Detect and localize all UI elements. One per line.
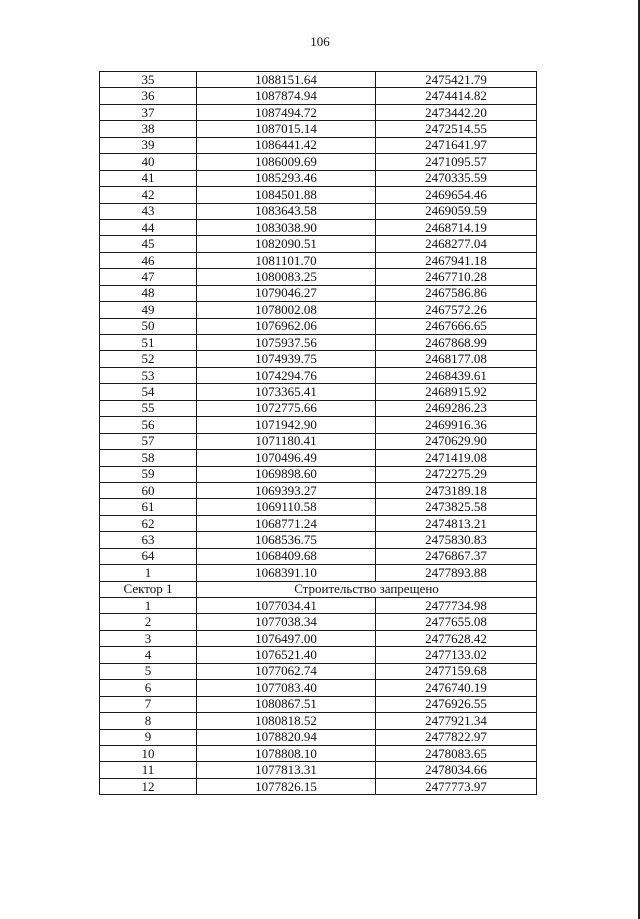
- y-coordinate-cell: 2468177.08: [376, 351, 537, 367]
- y-coordinate-cell: 2471095.57: [376, 154, 537, 170]
- x-coordinate-cell: 1077083.40: [197, 680, 376, 696]
- x-coordinate-cell: 1070496.49: [197, 450, 376, 466]
- x-coordinate-cell: 1082090.51: [197, 236, 376, 252]
- point-number-cell: 36: [100, 88, 197, 104]
- y-coordinate-cell: 2476740.19: [376, 680, 537, 696]
- point-number-cell: 49: [100, 302, 197, 318]
- table-row: [100, 203, 537, 219]
- x-coordinate-cell: 1078820.94: [197, 729, 376, 745]
- point-number-cell: 12: [100, 778, 197, 794]
- point-number-cell: 50: [100, 318, 197, 334]
- point-number-cell: 3: [100, 630, 197, 646]
- x-coordinate-cell: 1077062.74: [197, 663, 376, 679]
- table-row: [100, 466, 537, 482]
- table-row: [100, 335, 537, 351]
- table-row: [100, 548, 537, 564]
- table-row: [100, 532, 537, 548]
- x-coordinate-cell: 1086441.42: [197, 137, 376, 153]
- point-number-cell: 43: [100, 203, 197, 219]
- table-row: [100, 384, 537, 400]
- x-coordinate-cell: 1069110.58: [197, 499, 376, 515]
- sector-label: Сектор 1: [100, 581, 197, 597]
- table-row: [100, 745, 537, 761]
- y-coordinate-cell: 2467666.65: [376, 318, 537, 334]
- x-coordinate-cell: 1086009.69: [197, 154, 376, 170]
- point-number-cell: 1: [100, 565, 197, 581]
- y-coordinate-cell: 2469916.36: [376, 417, 537, 433]
- x-coordinate-cell: 1071180.41: [197, 433, 376, 449]
- y-coordinate-cell: 2472514.55: [376, 121, 537, 137]
- point-number-cell: 48: [100, 285, 197, 301]
- table-row: [100, 565, 537, 581]
- x-coordinate-cell: 1068391.10: [197, 565, 376, 581]
- x-coordinate-cell: 1084501.88: [197, 187, 376, 203]
- y-coordinate-cell: 2471419.08: [376, 450, 537, 466]
- y-coordinate-cell: 2468277.04: [376, 236, 537, 252]
- point-number-cell: 63: [100, 532, 197, 548]
- table-row: [100, 236, 537, 252]
- table-row: [100, 318, 537, 334]
- point-number-cell: 37: [100, 104, 197, 120]
- point-number-cell: 58: [100, 450, 197, 466]
- table-row: [100, 88, 537, 104]
- point-number-cell: 6: [100, 680, 197, 696]
- y-coordinate-cell: 2471641.97: [376, 137, 537, 153]
- point-number-cell: 35: [100, 72, 197, 88]
- x-coordinate-cell: 1077034.41: [197, 598, 376, 614]
- point-number-cell: 46: [100, 252, 197, 268]
- table-row: [100, 302, 537, 318]
- table-row: [100, 614, 537, 630]
- x-coordinate-cell: 1085293.46: [197, 170, 376, 186]
- table-row: [100, 680, 537, 696]
- x-coordinate-cell: 1088151.64: [197, 72, 376, 88]
- y-coordinate-cell: 2473189.18: [376, 482, 537, 498]
- x-coordinate-cell: 1069393.27: [197, 482, 376, 498]
- x-coordinate-cell: 1080818.52: [197, 713, 376, 729]
- x-coordinate-cell: 1079046.27: [197, 285, 376, 301]
- table-row: [100, 137, 537, 153]
- point-number-cell: 45: [100, 236, 197, 252]
- x-coordinate-cell: 1078808.10: [197, 745, 376, 761]
- x-coordinate-cell: 1077038.34: [197, 614, 376, 630]
- y-coordinate-cell: 2474813.21: [376, 515, 537, 531]
- y-coordinate-cell: 2468714.19: [376, 219, 537, 235]
- table-row: [100, 400, 537, 416]
- point-number-cell: 7: [100, 696, 197, 712]
- point-number-cell: 1: [100, 598, 197, 614]
- table-row: [100, 729, 537, 745]
- point-number-cell: 55: [100, 400, 197, 416]
- y-coordinate-cell: 2477628.42: [376, 630, 537, 646]
- x-coordinate-cell: 1076521.40: [197, 647, 376, 663]
- point-number-cell: 11: [100, 762, 197, 778]
- table-row: [100, 696, 537, 712]
- x-coordinate-cell: 1077813.31: [197, 762, 376, 778]
- page-number: 106: [310, 34, 330, 49]
- y-coordinate-cell: 2470335.59: [376, 170, 537, 186]
- table-row: [100, 417, 537, 433]
- x-coordinate-cell: 1083643.58: [197, 203, 376, 219]
- table-row: [100, 72, 537, 88]
- x-coordinate-cell: 1078002.08: [197, 302, 376, 318]
- point-number-cell: 54: [100, 384, 197, 400]
- y-coordinate-cell: 2477159.68: [376, 663, 537, 679]
- x-coordinate-cell: 1080083.25: [197, 269, 376, 285]
- y-coordinate-cell: 2469286.23: [376, 400, 537, 416]
- point-number-cell: 51: [100, 335, 197, 351]
- x-coordinate-cell: 1083038.90: [197, 219, 376, 235]
- y-coordinate-cell: 2467868.99: [376, 335, 537, 351]
- table-row: [100, 630, 537, 646]
- x-coordinate-cell: 1074294.76: [197, 367, 376, 383]
- x-coordinate-cell: 1073365.41: [197, 384, 376, 400]
- y-coordinate-cell: 2476867.37: [376, 548, 537, 564]
- y-coordinate-cell: 2477655.08: [376, 614, 537, 630]
- point-number-cell: 44: [100, 219, 197, 235]
- table-row: [100, 154, 537, 170]
- x-coordinate-cell: 1072775.66: [197, 400, 376, 416]
- table-row: [100, 433, 537, 449]
- table-row: [100, 219, 537, 235]
- y-coordinate-cell: 2476926.55: [376, 696, 537, 712]
- table-row: [100, 104, 537, 120]
- y-coordinate-cell: 2477773.97: [376, 778, 537, 794]
- x-coordinate-cell: 1069898.60: [197, 466, 376, 482]
- point-number-cell: 41: [100, 170, 197, 186]
- point-number-cell: 64: [100, 548, 197, 564]
- table-row: [100, 269, 537, 285]
- table-row: [100, 663, 537, 679]
- table-row: [100, 170, 537, 186]
- point-number-cell: 57: [100, 433, 197, 449]
- table-row: [100, 778, 537, 794]
- sector-note: Строительство запрещено: [197, 581, 537, 597]
- table-row: [100, 482, 537, 498]
- y-coordinate-cell: 2469059.59: [376, 203, 537, 219]
- x-coordinate-cell: 1081101.70: [197, 252, 376, 268]
- y-coordinate-cell: 2472275.29: [376, 466, 537, 482]
- x-coordinate-cell: 1068409.68: [197, 548, 376, 564]
- point-number-cell: 56: [100, 417, 197, 433]
- point-number-cell: 9: [100, 729, 197, 745]
- y-coordinate-cell: 2477734.98: [376, 598, 537, 614]
- y-coordinate-cell: 2475830.83: [376, 532, 537, 548]
- x-coordinate-cell: 1075937.56: [197, 335, 376, 351]
- y-coordinate-cell: 2467572.26: [376, 302, 537, 318]
- y-coordinate-cell: 2474414.82: [376, 88, 537, 104]
- y-coordinate-cell: 2477921.34: [376, 713, 537, 729]
- point-number-cell: 39: [100, 137, 197, 153]
- point-number-cell: 52: [100, 351, 197, 367]
- x-coordinate-cell: 1087494.72: [197, 104, 376, 120]
- table-row: [100, 351, 537, 367]
- x-coordinate-cell: 1068536.75: [197, 532, 376, 548]
- point-number-cell: 38: [100, 121, 197, 137]
- y-coordinate-cell: 2467941.18: [376, 252, 537, 268]
- point-number-cell: 60: [100, 482, 197, 498]
- table-row: [100, 515, 537, 531]
- y-coordinate-cell: 2473442.20: [376, 104, 537, 120]
- table-row: [100, 713, 537, 729]
- x-coordinate-cell: 1087874.94: [197, 88, 376, 104]
- y-coordinate-cell: 2469654.46: [376, 187, 537, 203]
- y-coordinate-cell: 2473825.58: [376, 499, 537, 515]
- point-number-cell: 4: [100, 647, 197, 663]
- point-number-cell: 62: [100, 515, 197, 531]
- x-coordinate-cell: 1071942.90: [197, 417, 376, 433]
- point-number-cell: 5: [100, 663, 197, 679]
- table-row: [100, 121, 537, 137]
- x-coordinate-cell: 1076962.06: [197, 318, 376, 334]
- point-number-cell: 40: [100, 154, 197, 170]
- point-number-cell: 53: [100, 367, 197, 383]
- point-number-cell: 61: [100, 499, 197, 515]
- point-number-cell: 47: [100, 269, 197, 285]
- table-row: [100, 762, 537, 778]
- y-coordinate-cell: 2475421.79: [376, 72, 537, 88]
- point-number-cell: 42: [100, 187, 197, 203]
- x-coordinate-cell: 1076497.00: [197, 630, 376, 646]
- table-row: [100, 187, 537, 203]
- y-coordinate-cell: 2468439.61: [376, 367, 537, 383]
- point-number-cell: 59: [100, 466, 197, 482]
- table-row: [100, 598, 537, 614]
- y-coordinate-cell: 2478034.66: [376, 762, 537, 778]
- sector-header-row: [100, 581, 537, 597]
- table-row: [100, 499, 537, 515]
- y-coordinate-cell: 2477893.88: [376, 565, 537, 581]
- point-number-cell: 8: [100, 713, 197, 729]
- table-row: [100, 647, 537, 663]
- y-coordinate-cell: 2477822.97: [376, 729, 537, 745]
- y-coordinate-cell: 2478083.65: [376, 745, 537, 761]
- x-coordinate-cell: 1087015.14: [197, 121, 376, 137]
- y-coordinate-cell: 2468915.92: [376, 384, 537, 400]
- y-coordinate-cell: 2467586.86: [376, 285, 537, 301]
- coordinates-table-body: [100, 72, 537, 795]
- y-coordinate-cell: 2470629.90: [376, 433, 537, 449]
- y-coordinate-cell: 2477133.02: [376, 647, 537, 663]
- table-row: [100, 450, 537, 466]
- point-number-cell: 2: [100, 614, 197, 630]
- table-row: [100, 285, 537, 301]
- x-coordinate-cell: 1074939.75: [197, 351, 376, 367]
- x-coordinate-cell: 1077826.15: [197, 778, 376, 794]
- point-number-cell: 10: [100, 745, 197, 761]
- y-coordinate-cell: 2467710.28: [376, 269, 537, 285]
- table-row: [100, 252, 537, 268]
- x-coordinate-cell: 1080867.51: [197, 696, 376, 712]
- table-row: [100, 367, 537, 383]
- coordinates-table: [99, 71, 537, 795]
- x-coordinate-cell: 1068771.24: [197, 515, 376, 531]
